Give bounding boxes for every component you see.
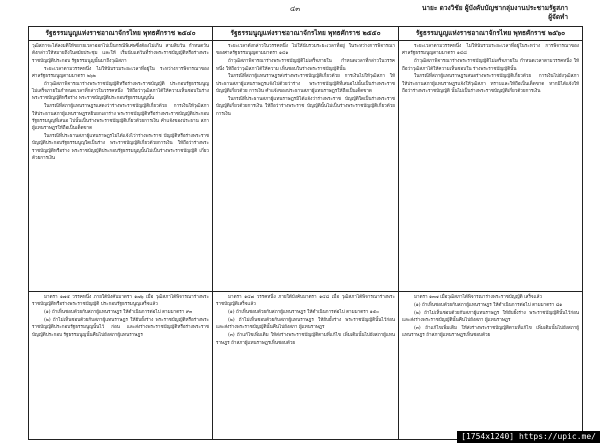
paragraph: ระยะเวลาตามวรรคหนึ่ง ไม่ให้นับรวมระยะเวลาที่อยู่ใน ระหว่างการพิจารณาของศาลรัฐธรรมนูญตามมาตรา ๒๖๒ bbox=[32, 66, 209, 79]
cell-2540-section-1 bbox=[29, 41, 213, 292]
column-header-2550: รัฐธรรมนูญแห่งราชอาณาจักรไทย พุทธศักราช ๒๕๕๐ bbox=[213, 27, 399, 41]
column-header-2560: รัฐธรรมนูญแห่งราชอาณาจักรไทย พุทธศักราช ๒๕๖๐ bbox=[399, 27, 583, 41]
paragraph: (๓) ถ้าแก้ไขเพิ่มเติม ให้ส่งร่างพระราชบัญญัติตามที่แก้ไข เพิ่มเติมนั้นไปยังสภาผู้แทนราษฎร ถ้าสภาผู้แทนราษฎรเห็นชอบด้วย bbox=[216, 333, 395, 346]
image-size-footer: [1754x1240] https://upic.me/ bbox=[457, 431, 600, 443]
paragraph: (๑) ถ้าเห็นชอบด้วยกับสภาผู้แทนราษฎร ให้ดำเนินการต่อไป ตามมาตรา ๘๑ bbox=[414, 302, 563, 308]
table-header-row bbox=[29, 27, 583, 41]
paragraph: ถ้าวุฒิสภาพิจารณาร่างพระราชบัญญัติไม่เสร็จภายใน กำหนดเวลาที่กล่าวในวรรคหนึ่ง ให้ถือว่าวุฒิสภาได้ให้ความ เห็นชอบในร่างพระราชบัญญัตินั้น bbox=[216, 59, 395, 72]
author-role: ผู้จัดทำ bbox=[548, 13, 568, 21]
paragraph: ระยะเวลาดังกล่าวในวรรคหนึ่ง ไม่ให้นับรวมระยะเวลาที่อยู่ ในระหว่างการพิจารณาของศาลรัฐธรรมนูญตามมาตรา ๑๔๑ bbox=[216, 44, 395, 57]
paragraph: วุฒิสภาจะได้ลงมติให้ขยายเวลาออกไปเป็นกรณีพิเศษซึ่งต้องไม่เกิน สามสิบวัน กำหนดวันดังกล่าวให้หมายถึงในสมัยประชุม และให้ เริ่มนับแต่วันที่ร่างพระราชบัญญัติหรือร่างพระราชบัญญัติประกอบ รัฐธรรมนูญนั้นมาถึงวุฒิสภา bbox=[32, 44, 209, 64]
table-row-section-2 bbox=[29, 292, 583, 440]
paragraph: มาตรา ๑๗๕ วรรคหนึ่ง ภายใต้บังคับมาตรา ๑๗๖ เมื่อ วุฒิสภาได้พิจารณาร่างพระราชบัญญัติหรือร่างพระราชบัญญัติ ประกอบรัฐธรรมนูญเสร็จแล้ว bbox=[32, 295, 209, 308]
page-number: ๔๓ bbox=[290, 5, 301, 13]
paragraph: (๓) ถ้าแก้ไขเพิ่มเติม ให้ส่งร่างพระราชบัญญัติตามที่แก้ไข เพิ่มเติมนั้นไปยังสภาผู้แทนราษฎร ถ้าสภาผู้แทนราษฎรเห็นชอบด้วย bbox=[402, 325, 579, 339]
paragraph: ถ้าวุฒิสภาพิจารณาร่างพระราชบัญญัติหรือร่างพระราชบัญญัติ ประกอบรัฐธรรมนูญไม่เสร็จภายในกำหนดเวลาที่กล่าวในวรรคหนึ่ง ให้ถือว่าวุฒิสภาได้ให้ความเห็นชอบในร่างพระราชบัญญัติหรือร่าง พระราชบัญญัติประกอบรัฐธรรมนูญนั้น bbox=[32, 81, 209, 102]
paragraph: มาตรา ๑๓๗ เมื่อวุฒิสภาได้พิจารณาร่างพระราชบัญญัติ เสร็จแล้ว bbox=[414, 295, 542, 300]
table-row-section-1 bbox=[29, 41, 583, 292]
paragraph: ในกรณีที่สภาผู้แทนราษฎรเสนอร่างพระราชบัญญัติเกี่ยวด้วย การเงินไปยังวุฒิสภา ให้ประธานสภาผู้แทนราษฎรแจ้งให้วุฒิสภา ทราบและให้ถือเป็นเด็ดขาด หากมิได้แจ้งให้ถือว่าร่างพระราชบัญญัติ นั้นไม่เป็นร่างพระราชบัญญัติเกี่ยวด้วยการเงิน bbox=[402, 74, 579, 95]
paragraph: (๑) ถ้าเห็นชอบด้วยกับสภาผู้แทนราษฎร ให้ดำเนินการต่อไป ตามมาตรา ๑๕๐ bbox=[228, 310, 379, 316]
paragraph: ในกรณีที่ประธานสภาผู้แทนราษฎรไม่ได้แจ้งไว่าร่างพระราช บัญญัติหรือร่างพระราชบัญญัติประกอบรัฐธรรมนูญใดเป็นร่าง พระราชบัญญัติเกี่ยวด้วยการเงิน ให้ถือว่าร่างพระราชบัญญัติหรือร่าง พระราชบัญญัติประกอบรัฐธรรมนูญนั้นไม่เป็นร่างพระราชบัญญัติ เกี่ยวด้วยการเงิน bbox=[32, 134, 209, 162]
column-header-2540: รัฐธรรมนูญแห่งราชอาณาจักรไทย พุทธศักราช ๒๕๔๐ bbox=[29, 27, 213, 41]
paragraph: ในกรณีที่สภาผู้แทนราษฎรส่งร่างพระราชบัญญัติเกี่ยวด้วย การเงินไปให้วุฒิสภา ให้ประธานสภาผู้แทนราษฎรแจ้งไปด้วยว่าร่าง พระราชบัญญัติที่เสนอไปนั้นเป็นร่างพระราชบัญญัติเกี่ยวด้วย การเงิน คำแจ้งของประธานสภาผู้แทนราษฎรให้ถือเป็นเด็ดขาด bbox=[216, 74, 395, 95]
paragraph: ระยะเวลาตามวรรคหนึ่ง ไม่ให้นับรวมระยะเวลาที่อยู่ในระหว่าง การพิจารณาของศาลรัฐธรรมนูญตามมาตรา ๑๔๘ bbox=[402, 44, 579, 57]
paragraph: มาตรา ๑๔๗ วรรคหนึ่ง ภายใต้บังคับมาตรา ๑๔๘ เมื่อ วุฒิสภาได้พิจารณาร่างพระราชบัญญัติเสร็จแล้ว bbox=[216, 295, 395, 308]
author-name: นายะ ดวงวิชัย ผู้บังคับบัญชากลุ่มงานประชามรัฐสภา bbox=[421, 4, 568, 12]
cell-2560-section-1 bbox=[399, 41, 583, 292]
author-block bbox=[422, 4, 568, 22]
paragraph: ในกรณีที่สภาผู้แทนราษฎรแสดงว่าร่างพระราชบัญญัติเกี่ยวด้วย การเงินให้วุฒิสภา ให้ประธานสภาผู้แทนราษฎรหยิบยกเอาร่าง พระราชบัญญัติหรือร่างพระราชบัญญัติประกอบรัฐธรรมนูญที่เสนอ ไปนั้นเป็นร่างพระราชบัญญัติเกี่ยวด้วยการเงิน คำแจ้งของประธาน สภาผู้แทนราษฎรให้ถือเป็นเด็ดขาด bbox=[32, 104, 209, 132]
cell-2560-section-2 bbox=[399, 292, 583, 440]
cell-2550-section-2 bbox=[213, 292, 399, 440]
paragraph: ถ้าวุฒิสภาพิจารณาร่างพระราชบัญญัติไม่เสร็จภายใน กำหนดเวลาตามวรรคหนึ่ง ให้ถือว่าวุฒิสภาได้ให้ความเห็นชอบใน ร่างพระราชบัญญัตินั้น bbox=[402, 59, 579, 72]
paragraph: (๑) ถ้าเห็นชอบด้วยกับสภาผู้แทนราษฎร ให้ดำเนินการต่อไป ตามมาตรา ๙๓ bbox=[44, 310, 193, 316]
comparison-table bbox=[28, 26, 583, 440]
cell-2550-section-1 bbox=[213, 41, 399, 292]
paragraph: (๒) ถ้าไม่เห็นชอบด้วยกับสภาผู้แทนราษฎร ให้ยับยั้งร่าง พระราชบัญญัตินั้นไว้ก่อน และส่งร่างพระราชบัญญัตินั้นคืนไปยังสภา ผู้แทนราษฎร bbox=[402, 310, 579, 324]
paragraph: (๒) ถ้าไม่เห็นชอบด้วยกับสภาผู้แทนราษฎร ให้ยับยั้งร่าง พระราชบัญญัตินั้นไว้ก่อน และส่งร่างพระราชบัญญัตินั้นคืนไปยังสภา ผู้แทนราษฎร bbox=[216, 318, 395, 331]
paragraph: ในกรณีที่ประธานสภาผู้แทนราษฎรมิได้แจ้งว่าร่างพระราช บัญญัติใดเป็นร่างพระราชบัญญัติเกี่ยวด้วยการเงิน ให้ถือว่าร่างพระราช บัญญัตินั้นไม่เป็นร่างพระราชบัญญัติเกี่ยวด้วยการเงิน bbox=[216, 96, 395, 117]
paragraph: (๒) ถ้าไม่เห็นชอบด้วยกับสภาผู้แทนราษฎร ให้ยับยั้งร่าง พระราชบัญญัติหรือร่างพระราชบัญญัติประกอบรัฐธรรมนูญนั้นไว้ ก่อน และส่งร่างพระราชบัญญัติหรือร่างพระราชบัญญัติประกอบ รัฐธรรมนูญนั้นคืนไปยังสภาผู้แทนราษฎร bbox=[32, 318, 209, 338]
cell-2540-section-2 bbox=[29, 292, 213, 440]
